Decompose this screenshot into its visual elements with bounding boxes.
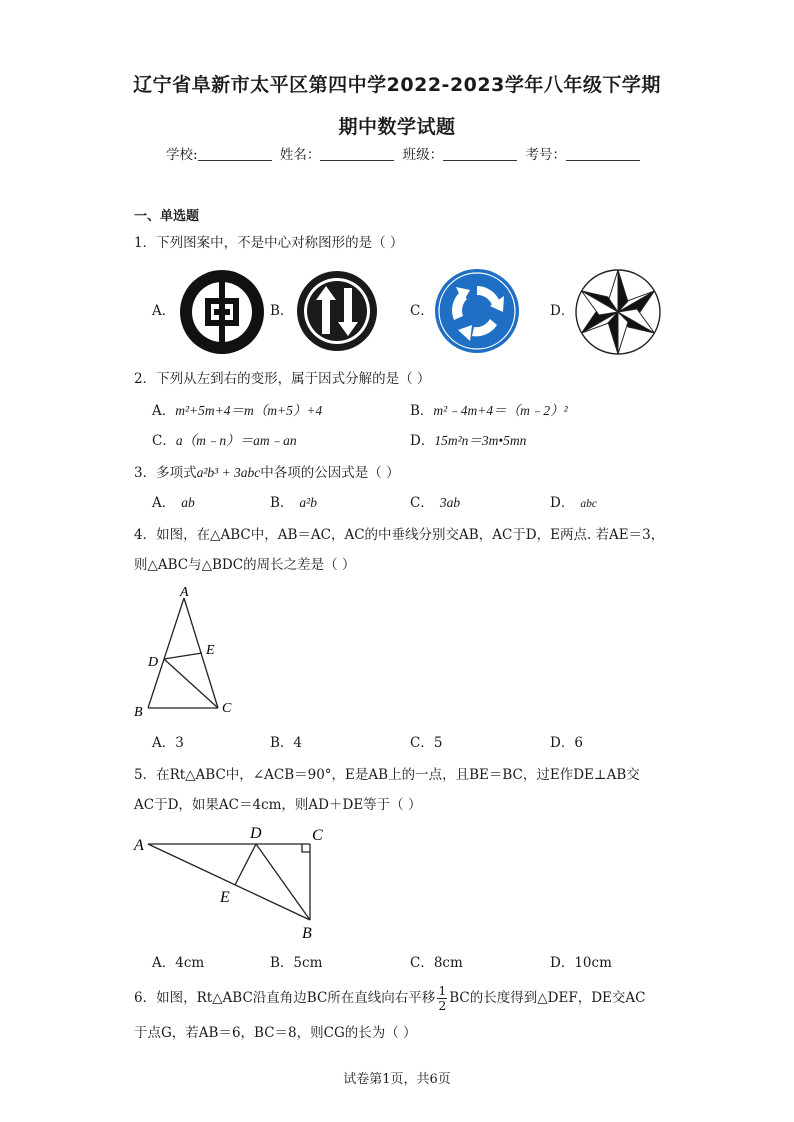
- exam-title-line2: 期中数学试题: [338, 116, 456, 138]
- q5-option-b: B．5cm: [270, 955, 323, 971]
- q3-option-d: D． abc: [550, 495, 597, 511]
- q5-stem-line1: 5．在Rt△ABC中，∠ACB＝90°，E是AB上的一点，且BE＝BC，过E作DE⊥AB交: [134, 767, 640, 783]
- q6-fraction: $\frac{1}{2}$: [438, 983, 447, 1013]
- name-blank[interactable]: [320, 147, 394, 161]
- q3-expression: a²b³ + 3abc: [196, 465, 261, 480]
- q5-option-a: A．4cm: [152, 955, 205, 971]
- header-fields: [166, 146, 644, 164]
- q1-label-d: D．: [550, 303, 575, 319]
- q1-figure-a-icon: [178, 268, 266, 356]
- q6-stem-line2: 于点G，若AB＝6，BC＝8，则CG的长为（ ）: [134, 1025, 417, 1041]
- q2-stem: 2．下列从左到右的变形，属于因式分解的是（ ）: [134, 371, 431, 387]
- q2-option-a: A．m²+5m+4＝m（m+5）+4: [152, 403, 323, 419]
- q4-stem-line2: 则△ABC与△BDC的周长之差是（ ）: [134, 557, 356, 573]
- q1-figure-c-icon: [434, 268, 520, 354]
- q3-stem: 3．多项式a²b³ + 3abc中各项的公因式是（ ）: [134, 465, 400, 481]
- q5-label-d: D: [250, 825, 262, 842]
- q5-label-c: C: [312, 827, 323, 844]
- q1-label-c: C．: [410, 303, 434, 319]
- q4-label-e: E: [206, 643, 215, 658]
- q2-option-b: B．m²﹣4m+4＝（m﹣2）²: [410, 403, 568, 419]
- exam-title-line1: 辽宁省阜新市太平区第四中学2022-2023学年八年级下学期: [133, 74, 661, 96]
- q4-label-d: D: [148, 655, 159, 670]
- number-label: 考号：: [525, 147, 566, 163]
- q3-option-c: C． 3ab: [410, 495, 461, 511]
- q5-option-d: D．10cm: [550, 955, 612, 971]
- q3-option-b: B． a²b: [270, 495, 317, 511]
- q5-option-c: C．8cm: [410, 955, 463, 971]
- q4-option-a: A．3: [152, 735, 184, 751]
- q5-label-a: A: [134, 837, 144, 854]
- q5-label-e: E: [220, 889, 230, 906]
- q1-label-a: A．: [152, 303, 176, 319]
- q1-label-b: B．: [270, 303, 294, 319]
- q4-option-c: C．5: [410, 735, 443, 751]
- q1-figure-b-icon: [296, 270, 378, 352]
- q2-option-d: D．15m²n＝3m•5mn: [410, 433, 527, 449]
- q4-label-c: C: [222, 701, 232, 716]
- q4-option-b: B．4: [270, 735, 303, 751]
- school-label: 学校:: [166, 147, 198, 163]
- q4-triangle-figure: [126, 582, 256, 722]
- q4-stem-line1: 4．如图，在△ABC中，AB＝AC，AC的中垂线分别交AB，AC于D，E两点. 若AE＝3，: [134, 527, 665, 543]
- q1-stem: 1．下列图案中，不是中心对称图形的是（ ）: [134, 235, 404, 251]
- q4-label-b: B: [134, 705, 143, 720]
- number-blank[interactable]: [566, 147, 640, 161]
- q6-stem-line1: 6．如图，Rt△ABC沿直角边BC所在直线向右平移 $\frac{1}{2}$ BC的长度得到△DEF，DE交AC: [134, 983, 646, 1013]
- q3-option-a: A． ab: [152, 495, 195, 511]
- q5-stem-line2: AC于D，如果AC＝4cm，则AD＋DE等于（ ）: [134, 797, 422, 813]
- class-blank[interactable]: [443, 147, 517, 161]
- q1-figure-d-icon: [574, 268, 662, 356]
- class-label: 班级：: [402, 147, 444, 163]
- q4-label-a: A: [180, 585, 189, 600]
- name-label: 姓名：: [279, 147, 321, 163]
- q4-option-d: D．6: [550, 735, 583, 751]
- q2-option-c: C．a（m﹣n）＝am﹣an: [152, 433, 297, 449]
- q5-label-b: B: [302, 925, 312, 942]
- page-footer: 试卷第1页，共6页: [343, 1072, 451, 1087]
- school-blank[interactable]: [198, 147, 272, 161]
- section-heading: 一、单选题: [134, 209, 200, 224]
- q5-triangle-figure: [126, 820, 336, 944]
